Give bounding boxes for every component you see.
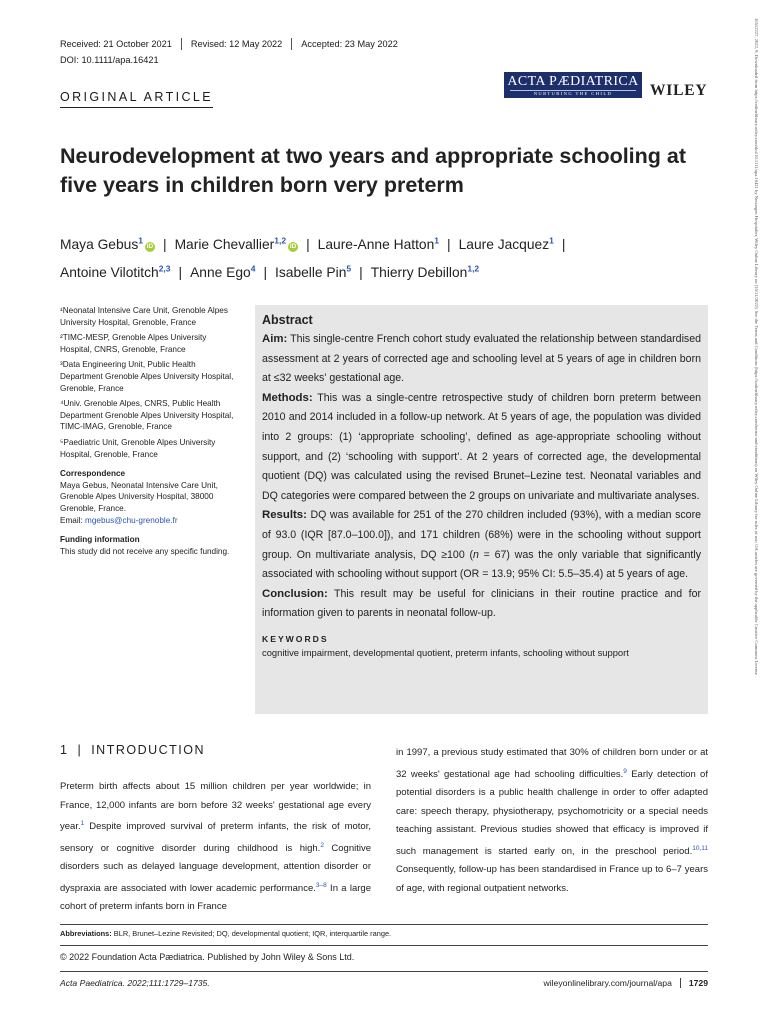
funding-text: This study did not receive any specific funding. xyxy=(60,546,230,556)
orcid-icon[interactable]: iD xyxy=(289,242,297,250)
correspondence-text xyxy=(60,480,238,526)
author[interactable] xyxy=(190,265,255,280)
citation xyxy=(60,978,210,988)
author-name: Antoine Vilotitch xyxy=(60,265,159,281)
section-heading xyxy=(60,743,205,757)
funding-heading: Funding information xyxy=(60,535,140,545)
orcid-icon[interactable]: iD xyxy=(146,242,154,250)
author-name: Laure Jacquez xyxy=(458,236,550,252)
body-text: Preterm birth affects about 15 million children per year worldwide; in France, 12,000 infants are born before 32 weeks' gestational age every year. xyxy=(60,781,371,833)
conclusion-text: This result may be useful for clinicians in their routine practice and for information given to parents in neonatal follow-up. xyxy=(262,587,701,620)
publisher-logo[interactable]: WILEY xyxy=(650,82,708,99)
affiliation-ref: 1 xyxy=(434,235,439,245)
author-name: Thierry Debillon xyxy=(370,265,468,281)
download-notice-text: 16512227, 2022, 9, Downloaded from https://onlinelibrary.wiley.com/doi/10.1111/apa.16421 by Nectargen Hospitalier, Wiley Online Library on [16/11/2022]. See the Terms and Conditions (https://onlinelibrary.wiley.com/terms-and-conditions) on Wiley Online Library for rules of use; OA articles are governed by the applicable Creative Commons License xyxy=(754,18,759,675)
body-column-left xyxy=(60,778,371,917)
author-separator: | xyxy=(162,236,167,252)
author[interactable] xyxy=(459,237,554,252)
affiliation: ⁴Univ. Grenoble Alpes, CNRS, Public Health Department Grenoble Alpes University Hospital, TIMC-IMAG, Grenoble, France xyxy=(60,399,234,432)
doi[interactable]: DOI: 10.1111/apa.16421 xyxy=(60,55,159,65)
page-number: 1729 xyxy=(680,978,708,988)
affiliation: ¹Neonatal Intensive Care Unit, Grenoble Alpes University Hospital, Grenoble, France xyxy=(60,306,228,327)
section-bar: | xyxy=(77,743,83,757)
journal-url[interactable]: wileyonlinelibrary.com/journal/apa xyxy=(543,978,672,988)
aim-label: Aim: xyxy=(262,333,288,345)
copyright: © 2022 Foundation Acta Pædiatrica. Published by John Wiley & Sons Ltd. xyxy=(60,952,355,962)
keywords-heading: KEYWORDS xyxy=(262,633,329,644)
email-label: Email: xyxy=(60,515,86,525)
abstract-conclusion xyxy=(262,585,701,624)
journal-tagline: NURTURING THE CHILD xyxy=(510,90,636,97)
conclusion-label: Conclusion: xyxy=(262,587,328,600)
abstract-box xyxy=(255,305,708,714)
author-separator: | xyxy=(178,265,183,281)
citation-link[interactable]: 1 xyxy=(80,820,85,827)
results-label: Results: xyxy=(262,509,307,522)
revised-date: Revised: 12 May 2022 xyxy=(181,38,291,50)
affiliation-ref: 2,3 xyxy=(158,263,171,274)
results-text-cont: = 67) was the only variable that significantly associated with schooling without support (OR = 13.9; 95% CI: 5.5–35.4) at 5 years of age. xyxy=(262,548,701,581)
section-number: 1 xyxy=(60,743,69,757)
affiliation: ³Data Engineering Unit, Public Health Department Grenoble Alpes University Hospital, Grenoble, France xyxy=(60,360,234,393)
citation-link[interactable]: 3–8 xyxy=(315,881,327,889)
journal-name: ACTA PÆDIATRICA xyxy=(507,74,639,89)
download-notice xyxy=(747,18,761,1008)
author[interactable] xyxy=(60,265,171,280)
body-column-right xyxy=(396,744,708,898)
abbreviations-label: Abbreviations: xyxy=(60,929,112,938)
body-text: Despite improved survival of preterm infants, the risk of motor, sensory or cognitive disorder during childhood is high. xyxy=(60,821,371,854)
author-separator: | xyxy=(263,265,268,281)
results-n: n xyxy=(473,548,479,561)
citation-text: Acta Paediatrica. 2022;111:1729–1735. xyxy=(60,978,210,988)
affiliation-ref: 5 xyxy=(346,263,352,274)
author-separator: | xyxy=(561,236,566,252)
footer-divider xyxy=(60,945,708,946)
author-name: Maya Gebus xyxy=(60,236,139,252)
footer-divider xyxy=(60,924,708,925)
aim-text: This single-centre French cohort study evaluated the relationship between standardised assessment at 2 years of corrected age and schooling level at 5 years of age in children born at ≤32 weeks' gestational age. xyxy=(262,333,701,385)
author-separator: | xyxy=(359,265,363,281)
received-date: Received: 21 October 2021 xyxy=(60,39,172,49)
article-title: Neurodevelopment at two years and appropriate schooling at five years in children born very preterm xyxy=(60,144,687,197)
abstract-results xyxy=(262,506,701,584)
citation-link[interactable]: 9 xyxy=(623,767,627,775)
journal-logo[interactable] xyxy=(504,72,642,98)
author-list xyxy=(60,228,700,285)
affiliation-ref: 1 xyxy=(549,235,554,245)
author-separator: | xyxy=(306,236,310,252)
author[interactable] xyxy=(318,237,439,252)
affiliation-ref: 1,2 xyxy=(467,263,480,274)
accepted-date: Accepted: 23 May 2022 xyxy=(291,38,407,50)
methods-label: Methods: xyxy=(262,391,313,404)
author[interactable] xyxy=(60,237,155,252)
author-name: Laure-Anne Hatton xyxy=(317,236,435,252)
methods-text: This was a single-centre retrospective study of children born preterm between 2010 and 2014 included in a follow-up network. At 5 years of age, the population was divided into 2 groups: (1) ‘appropriate schooling’, defined as age-appropriate schooling without support, and (2) ‘schooling with support’. At 2 years of corrected age, the developmental quotient (DQ) was calculated using the revised Brunet–Lezine test. Neonatal variables and DQ categories were compared between the 2 groups on univariate and multivariate analyses. xyxy=(262,391,701,502)
correspondence-heading: Correspondence xyxy=(60,469,126,479)
affiliation-ref: 1 xyxy=(138,235,143,245)
abbreviations-text: BLR, Brunet–Lezine Revisited; DQ, developmental quotient; IQR, interquartile range. xyxy=(111,929,392,938)
keywords: cognitive impairment, developmental quotient, preterm infants, schooling without support xyxy=(262,646,629,658)
author[interactable] xyxy=(175,237,299,252)
affiliation-ref: 4 xyxy=(250,263,256,274)
affiliation: ²TIMC-MESP, Grenoble Alpes University Hospital, CNRS, Grenoble, France xyxy=(60,333,207,354)
affiliation-ref: 1,2 xyxy=(274,235,287,245)
sidebar xyxy=(60,305,238,561)
abbreviations xyxy=(60,929,708,938)
publication-dates xyxy=(60,38,407,50)
citation-link[interactable]: 2 xyxy=(320,841,324,849)
author-name: Isabelle Pin xyxy=(275,265,347,281)
abstract-heading: Abstract xyxy=(262,313,313,327)
results-text: DQ was available for 251 of the 270 children included (93%), with a median score of 93.0 (IQR [87.0–100.0]), and 171 children (68%) were in the schooling without support group. On multivariate analysis, DQ ≥100 ( xyxy=(262,509,701,561)
body-text: Cognitive disorders such as delayed language development, attention disorder or dyspraxia are associated with lower academic performance. xyxy=(60,842,372,894)
citation-link[interactable]: 10,11 xyxy=(692,844,708,852)
footer-divider xyxy=(60,971,708,972)
author[interactable] xyxy=(275,265,351,280)
abstract-aim xyxy=(262,330,701,389)
author-name: Anne Ego xyxy=(190,265,251,281)
body-text: in 1997, a previous study estimated that 30% of children born under or at 32 weeks' gestational age had schooling difficulties. xyxy=(396,747,708,780)
body-text: Consequently, follow-up has been standardised in France up to 6–7 years of age, with regional outpatient networks. xyxy=(396,864,708,894)
author-separator: | xyxy=(447,236,451,252)
email-link[interactable]: mgebus@chu-grenoble.fr xyxy=(85,515,178,525)
abstract-methods xyxy=(262,389,701,507)
author[interactable] xyxy=(371,265,479,280)
body-text: In a large cohort of preterm infants born in France xyxy=(60,882,372,913)
footer-right xyxy=(544,978,708,988)
correspondence-address: Maya Gebus, Neonatal Intensive Care Unit, Grenoble Alpes University Hospital, 38000 Grenoble, France. xyxy=(60,480,218,513)
body-text: Early detection of potential disorders is a public health challenge in order to offer adapted care: speech therapy, physiotherapy, psychomotricity or a special needs teaching assistant. Previous studies showed that efficacy is improved if such management is started early on, in the preschool period. xyxy=(396,768,708,857)
affiliation: ⁵Paediatric Unit, Grenoble Alpes University Hospital, Grenoble, France xyxy=(60,437,216,459)
section-title: INTRODUCTION xyxy=(91,743,206,757)
article-type: ORIGINAL ARTICLE xyxy=(60,90,213,108)
author-name: Marie Chevallier xyxy=(174,236,275,252)
